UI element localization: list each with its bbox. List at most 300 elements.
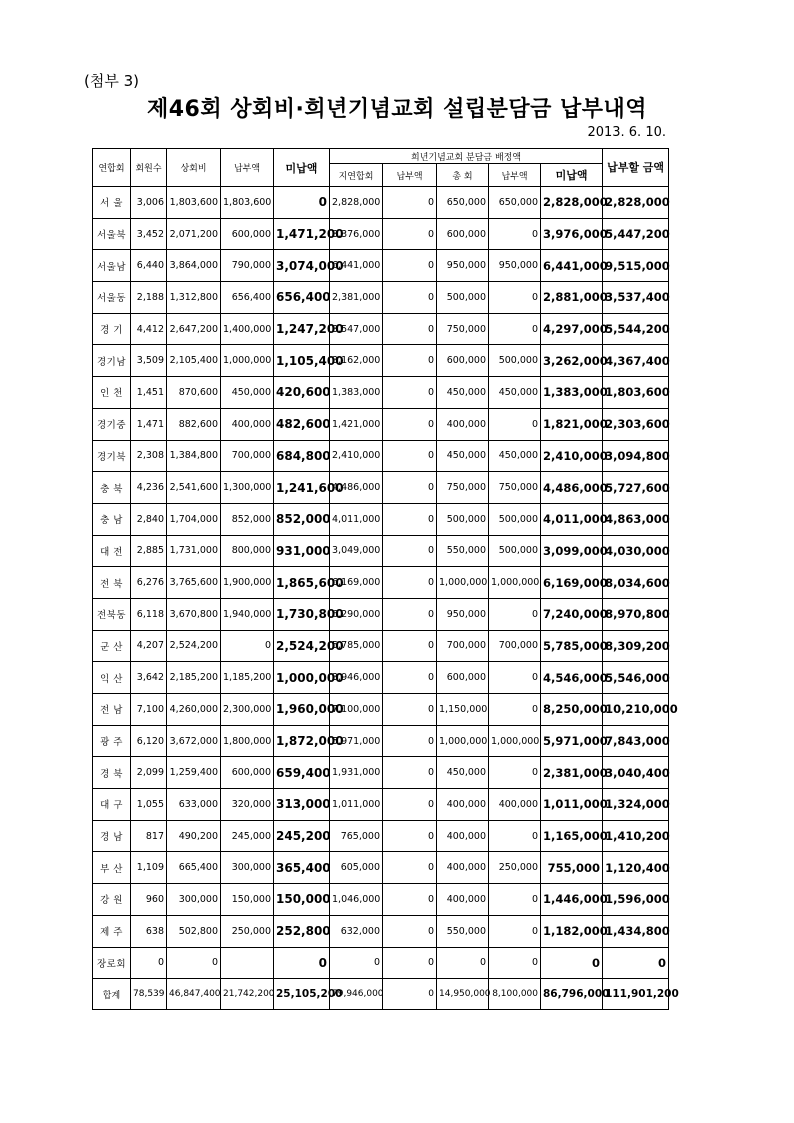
cell-jubilee-alloc: 1,011,000 [330, 789, 383, 821]
cell-jubilee-paid1: 0 [383, 472, 437, 504]
cell-amount-due: 8,970,800 [603, 598, 669, 630]
total-jubilee-paid2: 8,100,000 [489, 979, 541, 1010]
cell-unpaid: 313,000 [274, 789, 330, 821]
cell-jubilee-alloc: 5,971,000 [330, 725, 383, 757]
cell-jubilee-alloc: 3,162,000 [330, 345, 383, 377]
cell-jubilee-alloc: 3,049,000 [330, 535, 383, 567]
cell-unpaid: 656,400 [274, 282, 330, 314]
cell-district-name: 장로회 [93, 947, 131, 979]
cell-paid: 150,000 [221, 884, 274, 916]
cell-district-name: 경 기 [93, 313, 131, 345]
cell-paid: 1,000,000 [221, 345, 274, 377]
cell-jubilee-paid2: 0 [489, 662, 541, 694]
cell-amount-due: 1,596,000 [603, 884, 669, 916]
cell-jubilee-paid1: 0 [383, 567, 437, 599]
cell-amount-due: 1,410,200 [603, 820, 669, 852]
cell-members: 1,451 [131, 377, 167, 409]
cell-jubilee-general: 450,000 [437, 757, 489, 789]
table-row [93, 884, 669, 916]
total-jubilee-unpaid: 86,796,000 [541, 979, 603, 1010]
cell-district-name: 제 주 [93, 915, 131, 947]
cell-unpaid: 150,000 [274, 884, 330, 916]
header-jubilee-unpaid: 미납액 [541, 164, 603, 187]
cell-jubilee-paid2: 950,000 [489, 250, 541, 282]
cell-district-name: 광 주 [93, 725, 131, 757]
cell-dues: 300,000 [167, 884, 221, 916]
cell-jubilee-paid2: 400,000 [489, 789, 541, 821]
table-row [93, 345, 669, 377]
cell-dues: 490,200 [167, 820, 221, 852]
cell-jubilee-paid1: 0 [383, 250, 437, 282]
cell-paid: 1,800,000 [221, 725, 274, 757]
cell-dues: 882,600 [167, 408, 221, 440]
header-members: 회원수 [131, 149, 167, 187]
cell-jubilee-paid1: 0 [383, 313, 437, 345]
cell-jubilee-unpaid: 3,099,000 [541, 535, 603, 567]
cell-jubilee-general: 750,000 [437, 472, 489, 504]
table-row [93, 408, 669, 440]
cell-jubilee-general: 450,000 [437, 377, 489, 409]
cell-paid: 2,300,000 [221, 694, 274, 726]
cell-amount-due: 5,546,000 [603, 662, 669, 694]
cell-district-name: 강 원 [93, 884, 131, 916]
table-row [93, 947, 669, 979]
cell-members: 3,452 [131, 218, 167, 250]
cell-amount-due: 0 [603, 947, 669, 979]
cell-jubilee-paid2: 500,000 [489, 345, 541, 377]
cell-members: 2,885 [131, 535, 167, 567]
table-row [93, 503, 669, 535]
cell-amount-due: 3,094,800 [603, 440, 669, 472]
cell-unpaid: 482,600 [274, 408, 330, 440]
total-label: 합계 [93, 979, 131, 1010]
cell-dues: 1,731,000 [167, 535, 221, 567]
cell-jubilee-paid2: 500,000 [489, 535, 541, 567]
cell-members: 1,471 [131, 408, 167, 440]
cell-unpaid: 684,800 [274, 440, 330, 472]
cell-district-name: 경 남 [93, 820, 131, 852]
cell-jubilee-paid2: 500,000 [489, 503, 541, 535]
cell-jubilee-alloc: 4,486,000 [330, 472, 383, 504]
cell-jubilee-paid1: 0 [383, 187, 437, 219]
cell-members: 638 [131, 915, 167, 947]
cell-district-name: 전북동 [93, 598, 131, 630]
table-row [93, 282, 669, 314]
cell-jubilee-general: 400,000 [437, 820, 489, 852]
cell-amount-due: 4,863,000 [603, 503, 669, 535]
cell-jubilee-paid1: 0 [383, 408, 437, 440]
cell-unpaid: 1,247,200 [274, 313, 330, 345]
cell-paid: 800,000 [221, 535, 274, 567]
cell-jubilee-alloc: 2,381,000 [330, 282, 383, 314]
cell-district-name: 경기북 [93, 440, 131, 472]
cell-jubilee-alloc: 605,000 [330, 852, 383, 884]
cell-paid: 700,000 [221, 440, 274, 472]
cell-paid: 1,400,000 [221, 313, 274, 345]
cell-jubilee-paid2: 0 [489, 820, 541, 852]
cell-unpaid: 1,730,800 [274, 598, 330, 630]
total-unpaid: 25,105,200 [274, 979, 330, 1010]
cell-jubilee-alloc: 7,100,000 [330, 694, 383, 726]
cell-unpaid: 1,105,400 [274, 345, 330, 377]
cell-paid: 450,000 [221, 377, 274, 409]
cell-district-name: 전 북 [93, 567, 131, 599]
cell-unpaid: 252,800 [274, 915, 330, 947]
cell-members: 4,207 [131, 630, 167, 662]
cell-amount-due: 1,324,000 [603, 789, 669, 821]
cell-dues: 633,000 [167, 789, 221, 821]
cell-jubilee-unpaid: 1,165,000 [541, 820, 603, 852]
cell-district-name: 서울북 [93, 218, 131, 250]
cell-amount-due: 10,210,000 [603, 694, 669, 726]
cell-jubilee-general: 550,000 [437, 915, 489, 947]
cell-district-name: 익 산 [93, 662, 131, 694]
cell-jubilee-paid2: 450,000 [489, 377, 541, 409]
table-row [93, 915, 669, 947]
cell-jubilee-paid1: 0 [383, 282, 437, 314]
cell-jubilee-paid2: 1,000,000 [489, 725, 541, 757]
cell-members: 3,642 [131, 662, 167, 694]
table-row [93, 725, 669, 757]
cell-amount-due: 7,843,000 [603, 725, 669, 757]
cell-jubilee-alloc: 6,290,000 [330, 598, 383, 630]
cell-jubilee-alloc: 1,421,000 [330, 408, 383, 440]
header-jubilee-general: 총 회 [437, 164, 489, 187]
cell-district-name: 충 남 [93, 503, 131, 535]
cell-district-name: 경기중 [93, 408, 131, 440]
cell-members: 6,118 [131, 598, 167, 630]
cell-jubilee-unpaid: 1,821,000 [541, 408, 603, 440]
cell-jubilee-alloc: 0 [330, 947, 383, 979]
cell-jubilee-unpaid: 2,828,000 [541, 187, 603, 219]
cell-members: 4,412 [131, 313, 167, 345]
cell-jubilee-general: 400,000 [437, 789, 489, 821]
cell-members: 1,109 [131, 852, 167, 884]
cell-jubilee-paid1: 0 [383, 377, 437, 409]
total-jubilee-paid1: 0 [383, 979, 437, 1010]
cell-jubilee-general: 1,150,000 [437, 694, 489, 726]
header-dues: 상회비 [167, 149, 221, 187]
cell-dues: 2,541,600 [167, 472, 221, 504]
cell-dues: 2,105,400 [167, 345, 221, 377]
cell-jubilee-paid2: 750,000 [489, 472, 541, 504]
cell-jubilee-unpaid: 8,250,000 [541, 694, 603, 726]
cell-members: 7,100 [131, 694, 167, 726]
table-row [93, 757, 669, 789]
cell-members: 2,840 [131, 503, 167, 535]
total-paid: 21,742,200 [221, 979, 274, 1010]
cell-members: 960 [131, 884, 167, 916]
cell-jubilee-general: 600,000 [437, 662, 489, 694]
cell-district-name: 군 산 [93, 630, 131, 662]
cell-jubilee-paid2: 250,000 [489, 852, 541, 884]
cell-jubilee-unpaid: 4,546,000 [541, 662, 603, 694]
cell-jubilee-alloc: 6,169,000 [330, 567, 383, 599]
table-row [93, 187, 669, 219]
cell-jubilee-unpaid: 4,011,000 [541, 503, 603, 535]
cell-dues: 870,600 [167, 377, 221, 409]
cell-dues: 4,260,000 [167, 694, 221, 726]
cell-jubilee-paid2: 450,000 [489, 440, 541, 472]
table-row [93, 598, 669, 630]
cell-members: 6,120 [131, 725, 167, 757]
header-jubilee-group: 희년기념교회 분담금 배정액 [330, 149, 603, 164]
document-title: 제46회 상회비·희년기념교회 설립분담금 납부내역 [147, 97, 647, 122]
cell-jubilee-alloc: 2,410,000 [330, 440, 383, 472]
cell-jubilee-paid2: 0 [489, 313, 541, 345]
cell-unpaid: 1,241,600 [274, 472, 330, 504]
cell-dues: 3,670,800 [167, 598, 221, 630]
cell-amount-due: 3,537,400 [603, 282, 669, 314]
cell-amount-due: 2,828,000 [603, 187, 669, 219]
cell-jubilee-alloc: 1,046,000 [330, 884, 383, 916]
cell-amount-due: 5,544,200 [603, 313, 669, 345]
total-alloc: 79,946,000 [330, 979, 383, 1010]
cell-members: 2,099 [131, 757, 167, 789]
cell-jubilee-unpaid: 2,381,000 [541, 757, 603, 789]
cell-jubilee-unpaid: 3,976,000 [541, 218, 603, 250]
cell-jubilee-unpaid: 1,446,000 [541, 884, 603, 916]
cell-dues: 2,647,200 [167, 313, 221, 345]
cell-members: 2,308 [131, 440, 167, 472]
cell-members: 6,276 [131, 567, 167, 599]
cell-paid: 600,000 [221, 218, 274, 250]
cell-unpaid: 931,000 [274, 535, 330, 567]
cell-jubilee-paid1: 0 [383, 884, 437, 916]
table-row [93, 250, 669, 282]
header-total-due: 납부할 금액 [603, 149, 669, 187]
cell-jubilee-paid1: 0 [383, 630, 437, 662]
cell-members: 3,509 [131, 345, 167, 377]
cell-paid: 300,000 [221, 852, 274, 884]
cell-amount-due: 4,367,400 [603, 345, 669, 377]
cell-jubilee-alloc: 3,946,000 [330, 662, 383, 694]
cell-unpaid: 365,400 [274, 852, 330, 884]
cell-amount-due: 5,727,600 [603, 472, 669, 504]
cell-unpaid: 852,000 [274, 503, 330, 535]
cell-jubilee-unpaid: 1,182,000 [541, 915, 603, 947]
cell-jubilee-alloc: 632,000 [330, 915, 383, 947]
cell-district-name: 전 남 [93, 694, 131, 726]
cell-amount-due: 1,803,600 [603, 377, 669, 409]
table-row [93, 472, 669, 504]
cell-district-name: 대 전 [93, 535, 131, 567]
cell-jubilee-alloc: 5,785,000 [330, 630, 383, 662]
cell-jubilee-general: 400,000 [437, 852, 489, 884]
header-paid: 납부액 [221, 149, 274, 187]
cell-jubilee-general: 1,000,000 [437, 567, 489, 599]
cell-dues: 665,400 [167, 852, 221, 884]
cell-paid: 1,185,200 [221, 662, 274, 694]
cell-dues: 3,864,000 [167, 250, 221, 282]
cell-jubilee-alloc: 6,441,000 [330, 250, 383, 282]
cell-paid: 1,900,000 [221, 567, 274, 599]
cell-dues: 1,312,800 [167, 282, 221, 314]
cell-paid: 600,000 [221, 757, 274, 789]
cell-jubilee-paid1: 0 [383, 694, 437, 726]
cell-district-name: 충 북 [93, 472, 131, 504]
cell-jubilee-general: 600,000 [437, 345, 489, 377]
cell-jubilee-paid1: 0 [383, 535, 437, 567]
cell-jubilee-paid2: 0 [489, 947, 541, 979]
total-amount-due: 111,901,200 [603, 979, 669, 1010]
table-row [93, 789, 669, 821]
cell-jubilee-unpaid: 0 [541, 947, 603, 979]
header-district: 연합회 [93, 149, 131, 187]
cell-amount-due: 8,034,600 [603, 567, 669, 599]
header-jubilee-paid1: 납부액 [383, 164, 437, 187]
cell-jubilee-alloc: 3,376,000 [330, 218, 383, 250]
cell-amount-due: 2,303,600 [603, 408, 669, 440]
cell-jubilee-paid2: 0 [489, 694, 541, 726]
cell-jubilee-general: 750,000 [437, 313, 489, 345]
cell-jubilee-general: 400,000 [437, 408, 489, 440]
cell-members: 4,236 [131, 472, 167, 504]
cell-dues: 2,071,200 [167, 218, 221, 250]
cell-jubilee-general: 400,000 [437, 884, 489, 916]
cell-unpaid: 1,000,000 [274, 662, 330, 694]
cell-unpaid: 0 [274, 947, 330, 979]
cell-dues: 2,185,200 [167, 662, 221, 694]
cell-jubilee-general: 700,000 [437, 630, 489, 662]
cell-jubilee-unpaid: 1,383,000 [541, 377, 603, 409]
document-date: 2013. 6. 10. [587, 125, 666, 140]
cell-amount-due: 1,434,800 [603, 915, 669, 947]
cell-members: 6,440 [131, 250, 167, 282]
cell-paid: 1,803,600 [221, 187, 274, 219]
cell-jubilee-unpaid: 7,240,000 [541, 598, 603, 630]
cell-dues: 502,800 [167, 915, 221, 947]
cell-paid: 400,000 [221, 408, 274, 440]
header-jubilee-alloc: 지연합회 [330, 164, 383, 187]
table-row [93, 662, 669, 694]
cell-jubilee-alloc: 765,000 [330, 820, 383, 852]
cell-paid: 250,000 [221, 915, 274, 947]
cell-jubilee-paid2: 0 [489, 408, 541, 440]
cell-jubilee-general: 550,000 [437, 535, 489, 567]
table-row [93, 694, 669, 726]
cell-unpaid: 1,471,200 [274, 218, 330, 250]
cell-jubilee-paid1: 0 [383, 852, 437, 884]
cell-paid [221, 947, 274, 979]
cell-dues: 2,524,200 [167, 630, 221, 662]
cell-jubilee-paid1: 0 [383, 915, 437, 947]
cell-members: 2,188 [131, 282, 167, 314]
cell-unpaid: 0 [274, 187, 330, 219]
cell-district-name: 인 천 [93, 377, 131, 409]
cell-amount-due: 8,309,200 [603, 630, 669, 662]
cell-jubilee-paid1: 0 [383, 725, 437, 757]
cell-district-name: 서울남 [93, 250, 131, 282]
cell-jubilee-paid1: 0 [383, 345, 437, 377]
cell-jubilee-general: 0 [437, 947, 489, 979]
cell-dues: 1,259,400 [167, 757, 221, 789]
cell-unpaid: 659,400 [274, 757, 330, 789]
cell-paid: 245,000 [221, 820, 274, 852]
cell-jubilee-alloc: 1,931,000 [330, 757, 383, 789]
cell-jubilee-unpaid: 6,441,000 [541, 250, 603, 282]
cell-district-name: 대 구 [93, 789, 131, 821]
cell-paid: 0 [221, 630, 274, 662]
cell-jubilee-paid2: 650,000 [489, 187, 541, 219]
cell-jubilee-unpaid: 2,881,000 [541, 282, 603, 314]
cell-jubilee-unpaid: 2,410,000 [541, 440, 603, 472]
cell-dues: 0 [167, 947, 221, 979]
cell-jubilee-general: 950,000 [437, 598, 489, 630]
cell-amount-due: 3,040,400 [603, 757, 669, 789]
total-general: 14,950,000 [437, 979, 489, 1010]
cell-unpaid: 1,865,600 [274, 567, 330, 599]
cell-paid: 790,000 [221, 250, 274, 282]
cell-paid: 320,000 [221, 789, 274, 821]
total-dues: 46,847,400 [167, 979, 221, 1010]
attachment-label: (첨부 3) [84, 72, 139, 90]
cell-unpaid: 420,600 [274, 377, 330, 409]
cell-jubilee-paid1: 0 [383, 218, 437, 250]
cell-paid: 1,300,000 [221, 472, 274, 504]
cell-dues: 1,803,600 [167, 187, 221, 219]
cell-jubilee-paid2: 0 [489, 915, 541, 947]
cell-paid: 1,940,000 [221, 598, 274, 630]
cell-members: 1,055 [131, 789, 167, 821]
cell-amount-due: 4,030,000 [603, 535, 669, 567]
cell-jubilee-paid2: 0 [489, 757, 541, 789]
cell-jubilee-paid1: 0 [383, 789, 437, 821]
cell-unpaid: 1,872,000 [274, 725, 330, 757]
cell-jubilee-unpaid: 755,000 [541, 852, 603, 884]
cell-jubilee-paid1: 0 [383, 662, 437, 694]
header-jubilee-paid2: 납부액 [489, 164, 541, 187]
table-row [93, 852, 669, 884]
total-row [93, 979, 669, 1010]
cell-jubilee-general: 450,000 [437, 440, 489, 472]
table-row [93, 535, 669, 567]
cell-jubilee-general: 500,000 [437, 282, 489, 314]
cell-jubilee-unpaid: 5,971,000 [541, 725, 603, 757]
cell-jubilee-paid1: 0 [383, 947, 437, 979]
cell-jubilee-general: 500,000 [437, 503, 489, 535]
cell-members: 3,006 [131, 187, 167, 219]
cell-jubilee-paid2: 0 [489, 282, 541, 314]
cell-dues: 1,704,000 [167, 503, 221, 535]
table-row [93, 313, 669, 345]
cell-members: 817 [131, 820, 167, 852]
cell-amount-due: 5,447,200 [603, 218, 669, 250]
cell-district-name: 서 울 [93, 187, 131, 219]
cell-jubilee-general: 950,000 [437, 250, 489, 282]
cell-jubilee-paid2: 1,000,000 [489, 567, 541, 599]
total-members: 78,539 [131, 979, 167, 1010]
table-row [93, 567, 669, 599]
cell-jubilee-paid1: 0 [383, 820, 437, 852]
cell-paid: 852,000 [221, 503, 274, 535]
cell-district-name: 경기남 [93, 345, 131, 377]
table-row [93, 377, 669, 409]
cell-dues: 3,672,000 [167, 725, 221, 757]
cell-district-name: 부 산 [93, 852, 131, 884]
cell-jubilee-alloc: 1,383,000 [330, 377, 383, 409]
cell-jubilee-paid2: 0 [489, 884, 541, 916]
cell-jubilee-paid1: 0 [383, 757, 437, 789]
cell-jubilee-unpaid: 5,785,000 [541, 630, 603, 662]
table-row [93, 218, 669, 250]
cell-jubilee-unpaid: 6,169,000 [541, 567, 603, 599]
payment-table [92, 148, 679, 1010]
cell-district-name: 경 북 [93, 757, 131, 789]
cell-jubilee-alloc: 4,011,000 [330, 503, 383, 535]
cell-jubilee-unpaid: 3,262,000 [541, 345, 603, 377]
cell-amount-due: 9,515,000 [603, 250, 669, 282]
